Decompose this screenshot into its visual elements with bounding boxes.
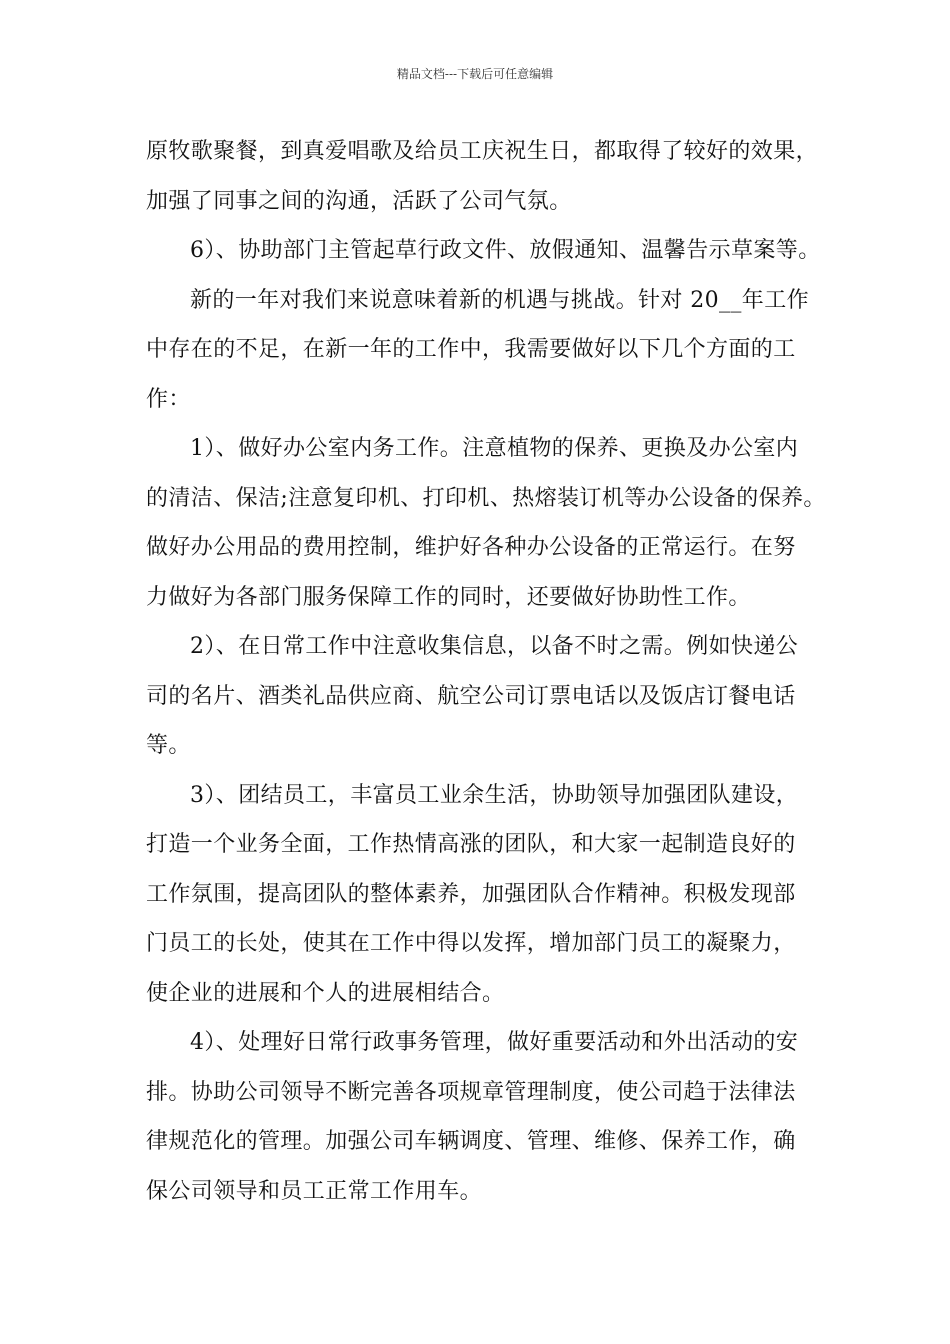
paragraph-line: 2）、在日常工作中注意收集信息，以备不时之需。例如快递公 xyxy=(190,634,799,659)
paragraph-line: 作： xyxy=(146,386,191,412)
paragraph-line: 中存在的不足，在新一年的工作中，我需要做好以下几个方面的工 xyxy=(146,337,796,362)
paragraph-line: 1）、做好办公室内务工作。注意植物的保养、更换及办公室内 xyxy=(190,436,799,461)
paragraph-line: 使企业的进展和个人的进展相结合。 xyxy=(146,980,505,1006)
paragraph-line: 力做好为各部门服务保障工作的同时，还要做好协助性工作。 xyxy=(146,584,751,610)
paragraph-line: 新的一年对我们来说意味着新的机遇与挑战。针对 20__年工作 xyxy=(190,287,809,313)
paragraph-line: 门员工的长处，使其在工作中得以发挥，增加部门员工的凝聚力， xyxy=(146,931,796,956)
paragraph-line: 工作氛围，提高团队的整体素养，加强团队合作精神。积极发现部 xyxy=(146,881,796,907)
paragraph-line: 司的名片、酒类礼品供应商、航空公司订票电话以及饭店订餐电话 xyxy=(146,683,796,709)
paragraph-line: 4）、处理好日常行政事务管理，做好重要活动和外出活动的安 xyxy=(190,1030,799,1055)
page-header: 精品文档---下载后可任意编辑 xyxy=(396,67,554,81)
paragraph-line: 保公司领导和员工正常工作用车。 xyxy=(146,1178,483,1204)
document-body xyxy=(146,127,826,1216)
paragraph-line: 排。协助公司领导不断完善各项规章管理制度，使公司趋于法律法 xyxy=(146,1079,796,1105)
paragraph-line: 加强了同事之间的沟通，活跃了公司气氛。 xyxy=(146,188,572,214)
paragraph-line: 原牧歌聚餐，到真爱唱歌及给员工庆祝生日，都取得了较好的效果， xyxy=(146,139,819,164)
paragraph-line: 打造一个业务全面，工作热情高涨的团队，和大家一起制造良好的 xyxy=(146,832,796,857)
paragraph-line: 的清洁、保洁;注意复印机、打印机、热熔装订机等办公设备的保养。 xyxy=(146,485,826,511)
paragraph-line: 律规范化的管理。加强公司车辆调度、管理、维修、保养工作，确 xyxy=(146,1129,796,1154)
paragraph-line: 6）、协助部门主管起草行政文件、放假通知、温馨告示草案等。 xyxy=(190,238,821,263)
paragraph-line: 等。 xyxy=(146,733,191,758)
paragraph-line: 3）、团结员工，丰富员工业余生活，协助领导加强团队建设， xyxy=(190,782,799,808)
paragraph-line: 做好办公用品的费用控制，维护好各种办公设备的正常运行。在努 xyxy=(146,535,796,560)
